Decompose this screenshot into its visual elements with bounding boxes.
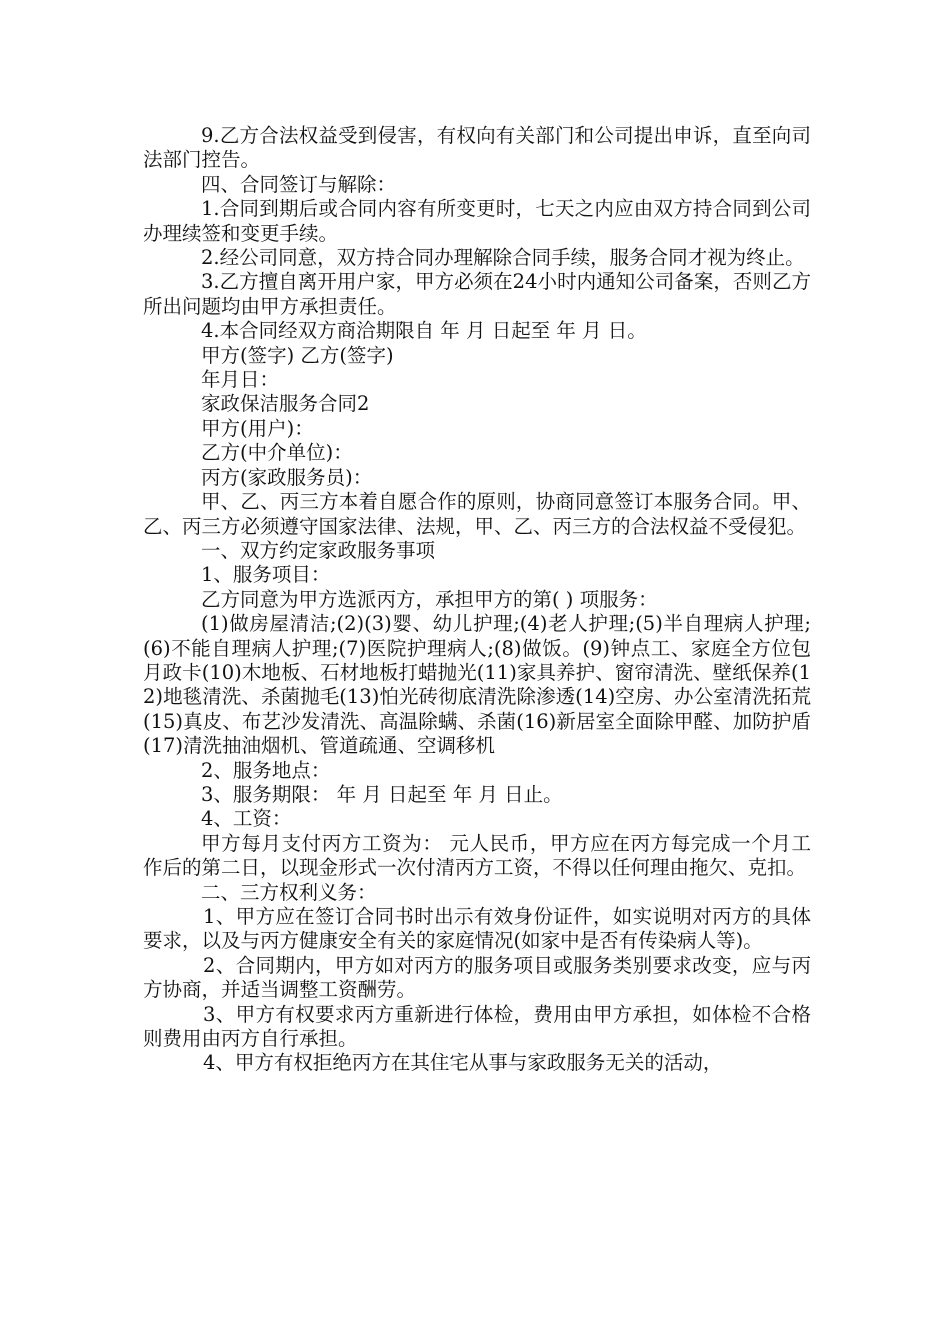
party-b-line: 乙方(中介单位)： (201, 441, 353, 465)
paragraph-contract-term: 4.本合同经双方商洽期限自 年 月 日起至 年 月 日。 (201, 319, 647, 343)
subheading-service-period: 3、服务期限： 年 月 日起至 年 月 日止。 (201, 782, 563, 806)
paragraph-wage-payment: 甲方每月支付丙方工资为： 元人民币，甲方应在丙方每完成一个月工作后的第二日，以现金形式一次付清丙方工资，不得以任何理由拖欠、克扣。 (143, 831, 811, 880)
section-heading-service-items: 一、双方约定家政服务事项 (201, 538, 436, 562)
paragraph-renewal: 1.合同到期后或合同内容有所变更时，七天之内应由双方持合同到公司办理续签和变更手续。 (143, 197, 811, 245)
paragraph-assignment: 乙方同意为甲方选派丙方，承担甲方的第( ) 项服务： (201, 587, 658, 611)
section-heading-rights-duties: 二、三方权利义务： (201, 880, 377, 904)
paragraph-duty-3: 3、甲方有权要求丙方重新进行体检，费用由甲方承担，如体检不合格则费用由丙方自行承担。 (143, 1002, 811, 1051)
date-line: 年月日： (201, 368, 280, 392)
document-body (143, 124, 811, 1076)
paragraph-duty-4: 4、甲方有权拒绝丙方在其住宅从事与家政服务无关的活动， (203, 1051, 723, 1075)
subheading-wages: 4、工资： (201, 807, 292, 831)
party-c-line: 丙方(家政服务员)： (201, 465, 373, 489)
party-a-line: 甲方(用户)： (201, 416, 314, 440)
signature-line: 甲方(签字) 乙方(签字) (201, 343, 394, 367)
paragraph-termination: 2.经公司同意，双方持合同办理解除合同手续，服务合同才视为终止。 (201, 246, 805, 270)
paragraph-leaving-notice: 3.乙方擅自离开用户家，甲方必须在24小时内通知公司备案，否则乙方所出问题均由甲方承担责任。 (143, 270, 811, 318)
section-heading-signing-termination: 四、合同签订与解除： (201, 172, 397, 196)
paragraph-rights-complaint: 9.乙方合法权益受到侵害，有权向有关部门和公司提出申诉，直至向司法部门控告。 (143, 124, 811, 172)
paragraph-preamble: 甲、乙、丙三方本着自愿合作的原则，协商同意签订本服务合同。甲、乙、丙三方必须遵守国家法律、法规，甲、乙、丙三方的合法权益不受侵犯。 (143, 490, 811, 538)
paragraph-service-list: (1)做房屋清洁;(2)(3)婴、幼儿护理;(4)老人护理;(5)半自理病人护理;(6)不能自理病人护理;(7)医院护理病人;(8)做饭。(9)钟点工、家庭全方位包月政卡(10)木地板、石材地板打蜡抛光(11)家具养护、窗帘清洗、壁纸保养(12)地毯清洗、杀菌抛毛(13)怕光砖彻底清洗除渗透(14)空房、办公室清洗拓荒(15)真皮、布艺沙发清洗、高温除螨、杀菌(16)新居室全面除甲醛、加防护盾(17)清洗抽油烟机、管道疏通、空调移机 (143, 612, 811, 758)
paragraph-duty-2: 2、合同期内，甲方如对丙方的服务项目或服务类别要求改变，应与丙方协商，并适当调整工资酬劳。 (143, 953, 811, 1002)
subheading-service-location: 2、服务地点： (201, 758, 331, 782)
contract-title-2: 家政保洁服务合同2 (201, 392, 370, 416)
subheading-service-project: 1、服务项目： (201, 563, 331, 587)
paragraph-duty-1: 1、甲方应在签订合同书时出示有效身份证件，如实说明对丙方的具体要求，以及与丙方健康安全有关的家庭情况(如家中是否有传染病人等)。 (143, 905, 811, 953)
